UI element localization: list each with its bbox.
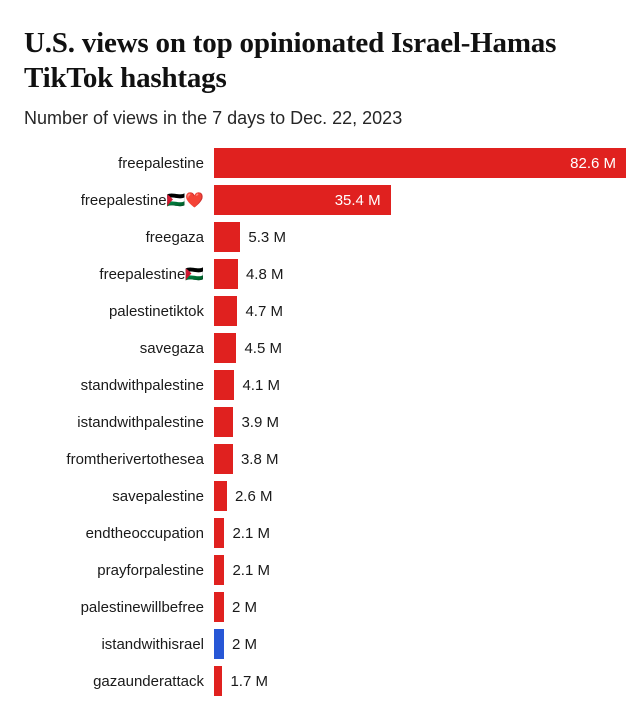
bar-track [214, 555, 624, 585]
bar-value-label: 3.8 M [240, 450, 279, 468]
bar-track [214, 481, 624, 511]
chart-bar-row [24, 666, 624, 696]
bar-category-label: standwithpalestine [80, 376, 204, 394]
bar-value-label: 4.7 M [245, 302, 283, 320]
chart-bar-row [24, 592, 624, 622]
bar-category-label: palestinewillbefree [80, 598, 204, 616]
chart-bar-row [24, 222, 624, 252]
bar-value-label: 3.9 M [241, 413, 279, 431]
bar [214, 407, 233, 437]
bar-value-label: 35.4 M [334, 191, 381, 209]
chart-bar-row [24, 518, 624, 548]
page-subtitle: Number of views in the 7 days to Dec. 22, 2023 [24, 107, 403, 128]
bar-category-label: freepalestine🇵🇸❤️ [80, 191, 204, 209]
chart-bar-row [24, 407, 624, 437]
chart-bar-row [24, 259, 624, 289]
bar-value-label: 5.3 M [248, 228, 286, 246]
chart-bar-row [24, 148, 624, 178]
bar-value-label: 82.6 M [570, 154, 616, 172]
bar-category-label: fromtherivertothesea [66, 450, 204, 468]
bar [214, 444, 233, 474]
bar [214, 555, 224, 585]
bar [214, 148, 626, 178]
bar-track [214, 518, 624, 548]
bar-track [214, 444, 624, 474]
bar-track [214, 222, 624, 252]
bar [214, 185, 391, 215]
bar-value-label: 4.8 M [245, 265, 284, 283]
chart-bar-row [24, 629, 624, 659]
bar-value-label: 2.1 M [232, 524, 270, 542]
bar-category-label: prayforpalestine [97, 561, 204, 579]
bar [214, 629, 224, 659]
bar-category-label: gazaunderattack [93, 672, 204, 690]
bar-category-label: savegaza [139, 339, 204, 357]
bar-track [214, 370, 624, 400]
bar-value-label: 1.7 M [230, 672, 268, 690]
bar-value-label: 2 M [231, 598, 257, 616]
bar-value-label: 4.5 M [244, 339, 282, 357]
bar [214, 592, 224, 622]
bar-track [214, 296, 624, 326]
page-title: U.S. views on top opinionated Israel-Hamas TikTok hashtags [24, 27, 557, 95]
bar [214, 518, 224, 548]
chart-bar-row [24, 555, 624, 585]
bar-category-label: freepalestine🇵🇸 [99, 265, 204, 283]
bar-value-label: 4.1 M [242, 376, 280, 394]
bar [214, 222, 240, 252]
bar-track [214, 592, 624, 622]
bar-track [214, 185, 624, 215]
chart-bar-row [24, 481, 624, 511]
bar-value-label: 2.6 M [234, 487, 273, 505]
chart-bar-row [24, 296, 624, 326]
bar [214, 370, 234, 400]
bar [214, 666, 222, 696]
chart-bar-row [24, 444, 624, 474]
chart-bar-row [24, 370, 624, 400]
bar-value-label: 2 M [231, 635, 257, 653]
bar-value-label: 2.1 M [232, 561, 270, 579]
bar [214, 333, 236, 363]
bar-track [214, 259, 624, 289]
bar-track [214, 407, 624, 437]
bar-category-label: istandwithpalestine [77, 413, 204, 431]
bar-track [214, 333, 624, 363]
bar-category-label: savepalestine [112, 487, 204, 505]
bar-category-label: palestinetiktok [108, 302, 204, 320]
chart-bar-row [24, 333, 624, 363]
bar-category-label: freepalestine [118, 154, 204, 172]
bar-track [214, 629, 624, 659]
bar [214, 296, 237, 326]
chart-bar-row [24, 185, 624, 215]
bar [214, 481, 227, 511]
bar-track [214, 666, 624, 696]
bar [214, 259, 238, 289]
bar-track [214, 148, 626, 178]
bar-chart [24, 148, 624, 696]
bar-category-label: istandwithisrael [101, 635, 204, 653]
bar-category-label: freegaza [145, 228, 204, 246]
bar-category-label: endtheoccupation [85, 524, 204, 542]
